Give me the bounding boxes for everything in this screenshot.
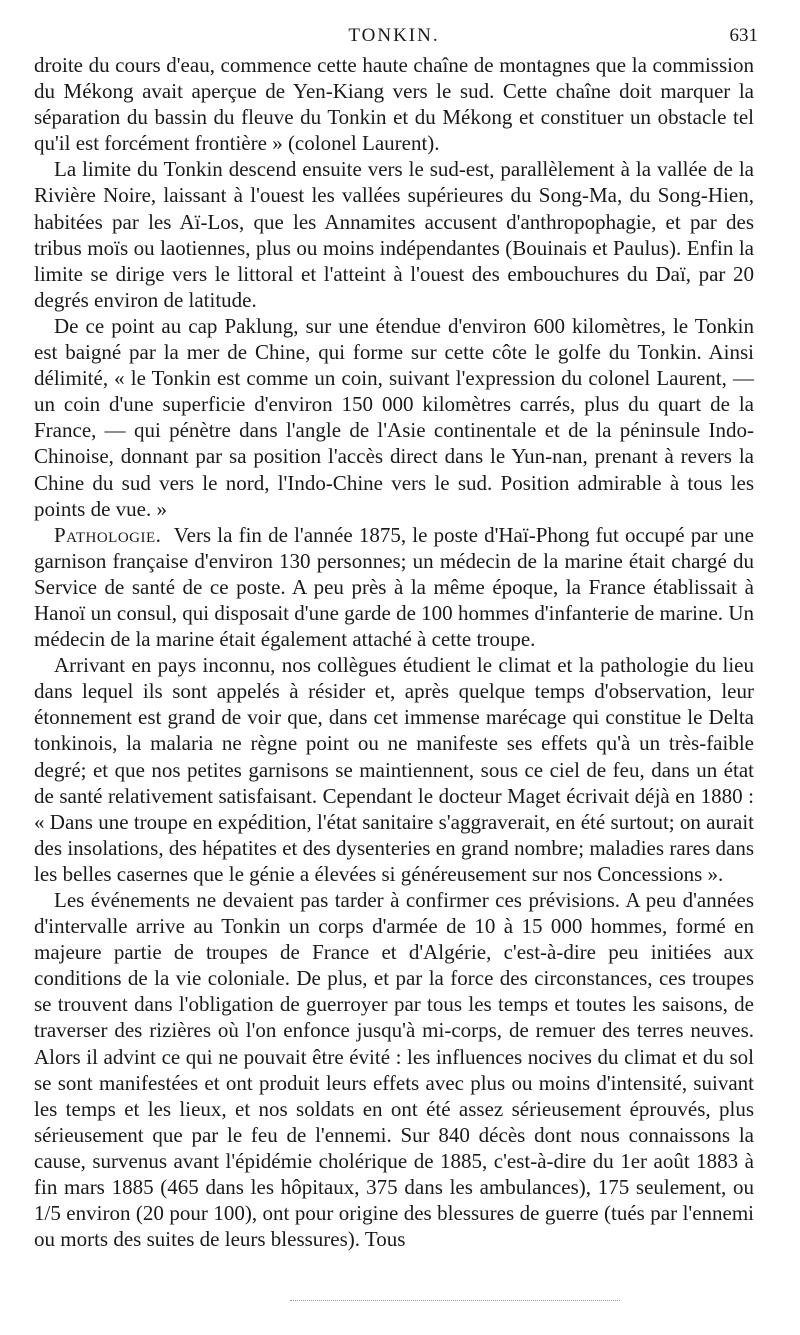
paragraph-pathologie [34,522,754,652]
paragraph-arrivant: Arrivant en pays inconnu, nos collègues étudient le climat et la pathologie du lieu dans lequel ils sont appelés à résider et, après quelque temps d'observation, leur étonnement est grand de voir que, dans cet immense marécage qui constitue le Delta tonkinois, la malaria ne règne point ou ne manifeste ses effets qu'à un très-faible degré; et que nos petites garnisons se maintiennent, sous ce ciel de feu, dans un état de santé relativement satisfaisant. Cependant le docteur Maget écrivait déjà en 1880 : « Dans une troupe en expédition, l'état sanitaire s'aggraverait, en été surtout; on aurait des insolations, des hépatites et des dysenteries en grand nombre; maladies rares dans les belles casernes que le génie a élevées si généreusement sur nos Concessions ». [34,653,754,886]
running-header [34,22,758,52]
paragraph-evenements: Les événements ne devaient pas tarder à confirmer ces prévisions. A peu d'années d'intervalle arrive au Tonkin un corps d'armée de 10 à 15 000 hommes, formé en majeure partie de troupes de France et d'Algérie, c'est-à-dire peu initiées aux conditions de la vie coloniale. De plus, et par la force des circonstances, ces troupes se trouvent dans l'obligation de guerroyer par tous les temps et toutes les saisons, de traverser des rizières où l'on enfonce jusqu'à mi-corps, de remuer des terres neuves. Alors il advint ce qui ne pouvait être évité : les influences nocives du climat et du sol se sont manifestées et ont produit leurs effets avec plus ou moins d'intensité, suivant les temps et les lieux, et nos soldats en ont été assez sérieusement éprouvés, plus sérieusement que par le feu de l'ennemi. Sur 840 décès dont nous connaissons la cause, survenus avant l'épidémie cholérique de 1885, c'est-à-dire du 1er août 1883 à fin mars 1885 (465 dans les hôpitaux, 375 dans les ambulances), 175 seulement, ou 1/5 environ (20 pour 100), ont pour origine des blessures de guerre (tués par l'ennemi ou morts des suites de leurs blessures). Tous [34,888,754,1252]
page-number: 631 [729,25,758,46]
paragraph-continuation: droite du cours d'eau, commence cette haute chaîne de montagnes que la commission du Mékong avait aperçue de Yen-Kiang vers le sud. Cette chaîne doit marquer la séparation du bassin du fleuve du Tonkin et du Mékong et constituer un obstacle tel qu'il est forcément frontière » (colonel Laurent). [34,53,754,156]
book-page [34,22,758,1252]
section-lead-pathologie: Pathologie. [54,522,162,547]
paragraph-limite: La limite du Tonkin descend ensuite vers le sud-est, parallèlement à la vallée de la Rivière Noire, laissant à l'ouest les vallées supérieures du Song-Ma, du Song-Hien, habitées par les Aï-Los, que les Annamites accusent d'anthropophagie, et par des tribus moïs ou laotiennes, plus ou moins indépendantes (Bouinais et Paulus). Enfin la limite se dirige vers le littoral et l'atteint à l'ouest des embouchures du Daï, par 20 degrés environ de latitude. [34,157,754,312]
paragraph-paklung: De ce point au cap Paklung, sur une étendue d'environ 600 kilomètres, le Tonkin est baigné par la mer de Chine, qui forme sur cette côte le golfe du Tonkin. Ainsi délimité, « le Tonkin est comme un coin, suivant l'expression du colonel Laurent, — un coin d'une superficie d'environ 150 000 kilomètres carrés, plus du quart de la France, — qui pénètre dans l'angle de l'Asie continentale et de la péninsule Indo-Chinoise, donnant par sa position l'accès direct dans le Yun-nan, prenant à revers la Chine du sud vers le nord, l'Indo-Chine vers le sud. Position admirable à tous les points de vue. » [34,313,754,521]
running-title: TONKIN. [348,25,440,46]
body-text [34,52,754,1252]
footer-dotted-rule [290,1300,620,1301]
paragraph-pathologie-text: Vers la fin de l'année 1875, le poste d'Haï-Phong fut occupé par une garnison française d'environ 130 personnes; un médecin de la marine était chargé du Service de santé de ce poste. A peu près à la même époque, la France établissait à Hanoï un consul, qui disposait d'une garde de 100 hommes d'infanterie de marine. Un médecin de la marine était également attaché à cette troupe. [34,522,755,652]
